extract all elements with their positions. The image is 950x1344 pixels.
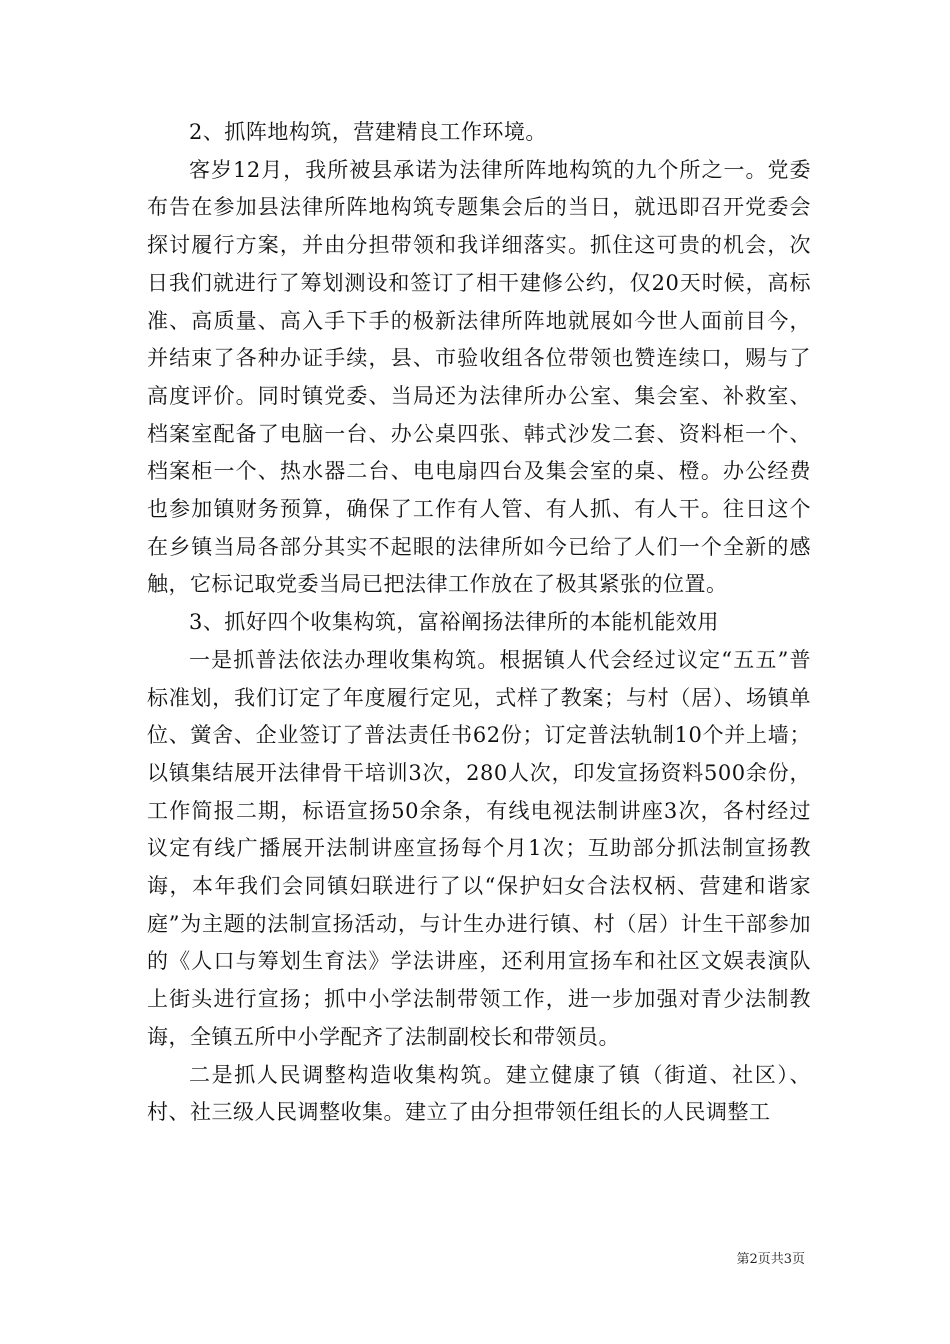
body-paragraph: 一是抓普法依法办理收集构筑。根据镇人代会经过议定“五五”普标准划，我们订定了年度履行定见，式样了教案；与村（居）、场镇单位、黉舍、企业签订了普法责任书62份；订定普法轨制10个并上墙；以镇集结展开法律骨干培训3次，280人次，印发宣扬资料500余份，工作简报二期，标语宣扬50余条，有线电视法制讲座3次，各村经过议定有线广播展开法制讲座宣扬每个月1次；互助部分抓法制宣扬教诲，本年我们会同镇妇联进行了以“保护妇女合法权柄、营建和谐家庭”为主题的法制宣扬活动，与计生办进行镇、村（居）计生干部参加的《人口与筹划生育法》学法讲座，还利用宣扬车和社区文娱表演队上街头进行宣扬；抓中小学法制带领工作，进一步加强对青少法制教诲，全镇五所中小学配齐了法制副校长和带领员。 <box>147 647 811 1049</box>
body-paragraph: 客岁12月，我所被县承诺为法律所阵地构筑的九个所之一。党委布告在参加县法律所阵地构筑专题集会后的当日，就迅即召开党委会探讨履行方案，并由分担带领和我详细落实。抓住这可贵的机会，次日我们就进行了筹划测设和签订了相干建修公约，仅20天时候，高标准、高质量、高入手下手的极新法律所阵地就展如今世人面前目今，并结束了各种办证手续，县、市验收组各位带领也赞连续口，赐与了高度评价。同时镇党委、当局还为法律所办公室、集会室、补救室、档案室配备了电脑一台、办公桌四张、韩式沙发二套、资料柜一个、档案柜一个、热水器二台、电电扇四台及集会室的桌、橙。办公经费也参加镇财务预算，确保了工作有人管、有人抓、有人干。往日这个在乡镇当局各部分其实不起眼的法律所如今已给了人们一个全新的感触，它标记取党委当局已把法律工作放在了极其紧张的位置。 <box>147 157 811 597</box>
body-paragraph: 二是抓人民调整构造收集构筑。建立健康了镇（街道、社区）、村、社三级人民调整收集。建立了由分担带领任组长的人民调整工 <box>147 1062 811 1125</box>
document-body <box>147 114 811 1132</box>
page-number-footer: 第2页共3页 <box>736 1252 805 1267</box>
section-heading-3: 3、抓好四个收集构筑，富裕阐扬法律所的本能机能效用 <box>189 610 719 635</box>
section-heading-2: 2、抓阵地构筑，营建精良工作环境。 <box>189 120 547 144</box>
